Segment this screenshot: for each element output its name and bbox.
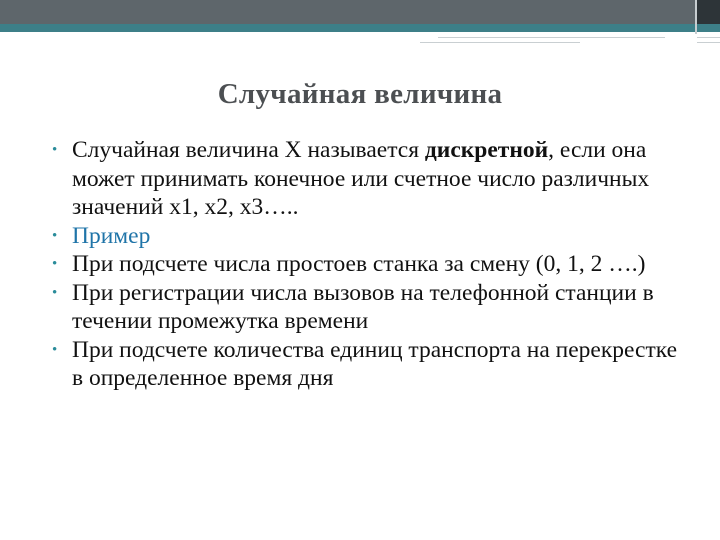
item-text: , если она может принимать конечное или счетное число различных значений x1, x2, x3….. [72, 137, 650, 220]
bullet-icon: • [52, 284, 58, 301]
item-text: Случайная величина Х называется [72, 137, 425, 163]
decorative-rule [697, 37, 720, 38]
item-text: При регистрации числа вызовов на телефонной станции в течении промежутка времени [72, 279, 654, 334]
slide-title: Случайная величина [217, 78, 503, 110]
example-heading: Пример [72, 222, 151, 249]
header-corner-block [697, 0, 720, 24]
bullet-icon: • [52, 341, 58, 358]
list-item [52, 336, 692, 393]
bullet-icon: • [52, 256, 58, 272]
decorative-rule [697, 42, 720, 43]
list-item [52, 279, 692, 336]
list-item [52, 250, 692, 279]
bullet-icon: • [52, 142, 58, 158]
header-bar [0, 0, 720, 24]
item-emphasis: дискретной [424, 137, 549, 163]
item-text: При подсчете числа простоев станка за смену (0, 1, 2 ….) [72, 251, 646, 277]
item-text: При подсчете количества единиц транспорта на перекрестке в определенное время дня [72, 336, 677, 391]
decorative-rule [438, 37, 665, 38]
list-item [52, 136, 692, 222]
bullet-icon: • [52, 227, 58, 244]
list-item [52, 222, 692, 251]
decorative-rule [420, 42, 580, 43]
header-stripe [0, 24, 720, 32]
bullet-list [52, 136, 692, 393]
